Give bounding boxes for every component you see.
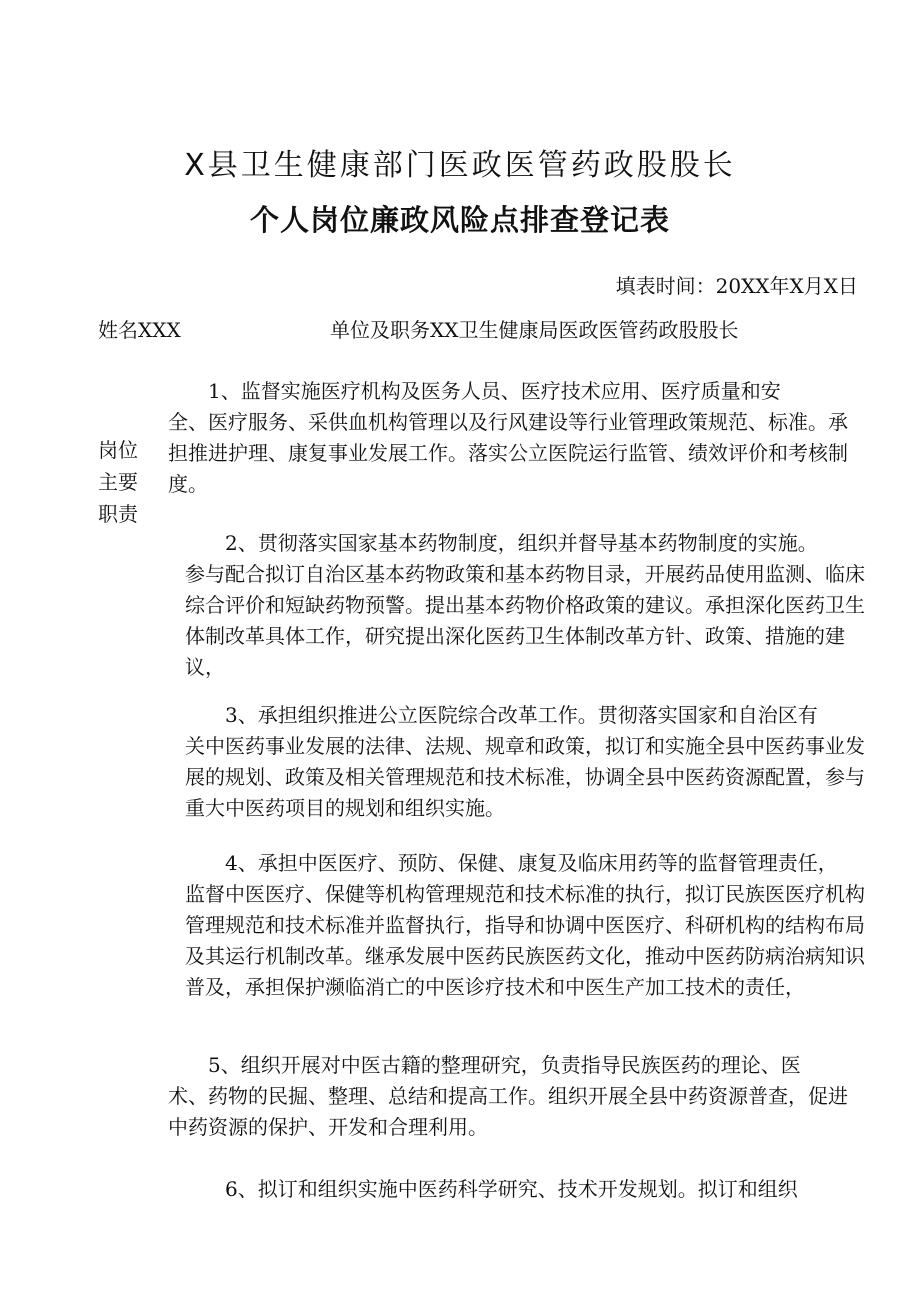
duty-continuation: 关中医药事业发展的法律、法规、规章和政策，拟订和实施全县中医药事业发展的规划、政策及相关管理规范和技术标准，协调全县中医药资源配置，参与重大中医药项目的规划和组织实施。: [185, 734, 865, 820]
duty-continuation: 监督中医医疗、保健等机构管理规范和技术标准的执行，拟订民族医医疗机构管理规范和技术标准并监督执行，指导和协调中医医疗、科研机构的结构布局及其运行机制改革。继承发展中医药民族医药文化，推动中医药防病治病知识普及，承担保护濒临消亡的中医诊疗技术和中医生产加工技术的责任，: [185, 882, 865, 999]
duty-item-1: [168, 376, 858, 500]
title-line-1: X县卫生健康部门医政医管药政股股长: [184, 148, 736, 183]
duty-item-5: [168, 1050, 858, 1143]
duty-first-line: 6、拟订和组织实施中医药科学研究、技术开发规划。拟订和组织: [225, 1177, 798, 1201]
fill-date: 填表时间：20XX年X月X日: [615, 274, 858, 298]
duty-continuation: 全、医疗服务、采供血机构管理以及行风建设等行业管理政策规范、标准。承担推进护理、康复事业发展工作。落实公立医院运行监管、绩效评价和考核制度。: [168, 410, 848, 496]
section-label-line-1: 岗位: [98, 438, 138, 462]
duty-item-6: [185, 1174, 875, 1205]
duty-first-line: 2、贯彻落实国家基本药物制度，组织并督导基本药物制度的实施。: [225, 531, 818, 555]
unit-position-field: 单位及职务XX卫生健康局医政医管药政股股长: [330, 318, 739, 342]
duty-first-line: 4、承担中医医疗、预防、保健、康复及临床用药等的监督管理责任，: [225, 851, 838, 875]
duty-first-line: 1、监督实施医疗机构及医务人员、医疗技术应用、医疗质量和安: [208, 379, 781, 403]
section-label-line-3: 职责: [98, 502, 138, 526]
duty-first-line: 5、组织开展对中医古籍的整理研究，负责指导民族医药的理论、医: [208, 1053, 801, 1077]
name-field: 姓名XXX: [98, 318, 181, 342]
title-line-2: 个人岗位廉政风险点排查登记表: [249, 203, 670, 237]
section-label-line-2: 主要: [98, 470, 138, 494]
duty-item-4: [185, 848, 875, 1003]
duty-item-3: [185, 700, 875, 824]
duty-first-line: 3、承担组织推进公立医院综合改革工作。贯彻落实国家和自治区有: [225, 703, 818, 727]
duty-continuation: 参与配合拟订自治区基本药物政策和基本药物目录，开展药品使用监测、临床综合评价和短缺药物预警。提出基本药物价格政策的建议。承担深化医药卫生体制改革具体工作，研究提出深化医药卫生体制改革方针、政策、措施的建议，: [185, 562, 865, 679]
duty-continuation: 术、药物的民掘、整理、总结和提高工作。组织开展全县中药资源普查，促进中药资源的保护、开发和合理利用。: [168, 1084, 848, 1139]
duty-item-2: [185, 528, 875, 683]
